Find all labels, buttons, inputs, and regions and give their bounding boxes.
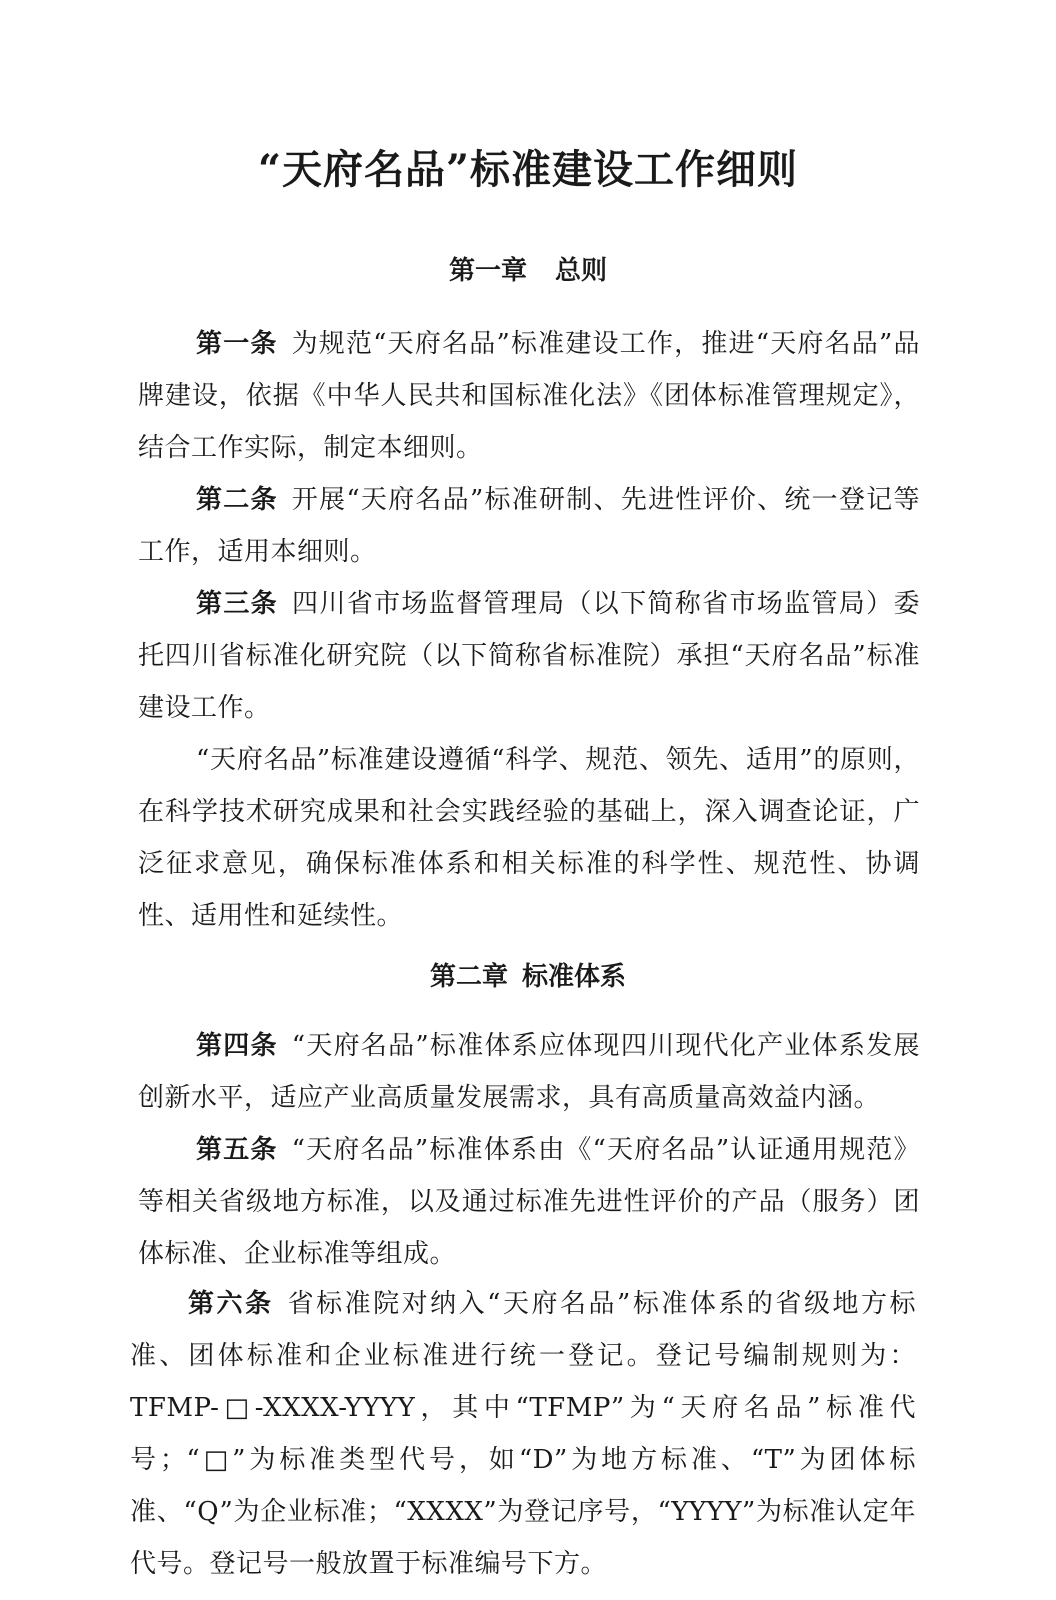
article-6 [130, 1278, 916, 1590]
article-1 [138, 318, 920, 474]
article-paragraph [138, 1124, 920, 1280]
article-label: 第三条 [196, 589, 279, 619]
article-text: “天府名品”标准体系由《“天府名品”认证通用规范》等相关省级地方标准，以及通过标准先进性评价的产品（服务）团体标准、企业标准等组成。 [138, 1135, 920, 1269]
article-text: “天府名品”标准建设遵循“科学、规范、领先、适用”的原则，在科学技术研究成果和社会实践经验的基础上，深入调查论证，广泛征求意见，确保标准体系和相关标准的科学性、规范性、协调性、适用性和延续性。 [138, 745, 920, 931]
article-2 [138, 474, 920, 578]
chapter-heading-1 [0, 250, 1056, 287]
article-paragraph [138, 318, 920, 474]
article-text: 省标准院对纳入“天府名品”标准体系的省级地方标准、团体标准和企业标准进行统一登记。登记号编制规则为：TFMP-□-XXXX-YYYY，其中“TFMP”为“天府名品”标准代号；“□”为标准类型代号，如“D”为地方标准、“T”为团体标准、“Q”为企业标准；“XXXX”为登记序号，“YYYY”为标准认定年代号。登记号一般放置于标准编号下方。 [130, 1289, 916, 1579]
article-paragraph [138, 578, 920, 734]
article-paragraph [138, 1020, 920, 1124]
chapter-heading-2 [0, 956, 1056, 993]
article-label: 第五条 [196, 1135, 278, 1165]
article-3 [138, 578, 920, 734]
article-text: “天府名品”标准体系应体现四川现代化产业体系发展创新水平，适应产业高质量发展需求，具有高质量高效益内涵。 [138, 1031, 920, 1113]
article-label: 第一条 [196, 329, 278, 359]
article-label: 第六条 [188, 1289, 274, 1319]
article-3-paragraph-2 [138, 734, 920, 942]
article-paragraph [138, 734, 920, 942]
article-5 [138, 1124, 920, 1280]
chapter-name: 总则 [555, 256, 608, 286]
document-title: “天府名品”标准建设工作细则 [257, 146, 798, 193]
chapter-number: 第二章 [429, 962, 508, 992]
chapter-name: 标准体系 [522, 962, 627, 992]
article-4 [138, 1020, 920, 1124]
article-text: 开展“天府名品”标准研制、先进性评价、统一登记等工作，适用本细则。 [138, 485, 920, 567]
article-label: 第二条 [196, 485, 278, 515]
article-paragraph [130, 1278, 916, 1590]
chapter-number: 第一章 [448, 256, 527, 286]
article-label: 第四条 [196, 1031, 278, 1061]
article-text: 为规范“天府名品”标准建设工作，推进“天府名品”品牌建设，依据《中华人民共和国标准化法》《团体标准管理规定》，结合工作实际，制定本细则。 [138, 329, 920, 463]
article-text: 四川省市场监督管理局（以下简称省市场监管局）委托四川省标准化研究院（以下简称省标准院）承担“天府名品”标准建设工作。 [138, 589, 920, 723]
article-paragraph [138, 474, 920, 578]
